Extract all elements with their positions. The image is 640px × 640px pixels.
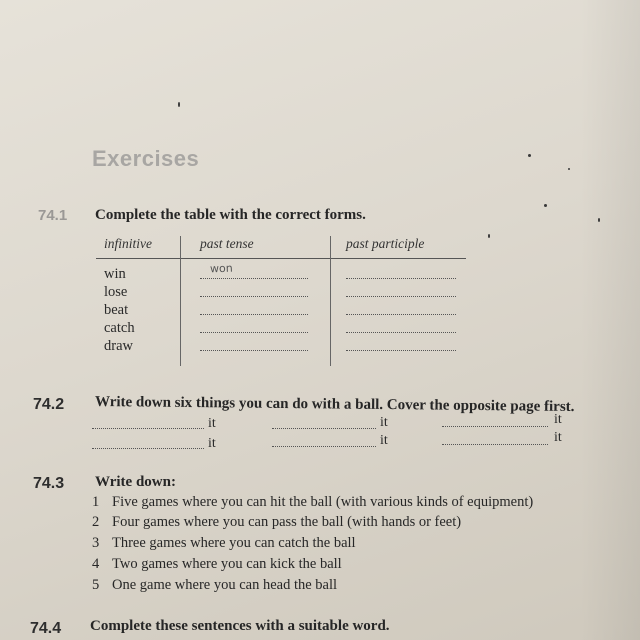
it-suffix: it (380, 433, 388, 448)
infinitive-cell: lose (104, 284, 128, 300)
infinitive-cell: win (104, 266, 126, 282)
section-heading: Exercises (92, 146, 200, 171)
table-column-divider (330, 236, 331, 366)
list-item-text: Two games where you can kick the ball (112, 556, 342, 572)
column-header-past-tense: past tense (200, 236, 254, 251)
past-tense-blank[interactable] (200, 350, 308, 351)
past-participle-blank[interactable] (346, 278, 456, 279)
past-tense-blank[interactable] (200, 332, 308, 333)
exercise-instruction: Write down six things you can do with a ball. Cover the opposite page first. (94, 394, 575, 416)
answer-blank[interactable] (272, 446, 376, 447)
past-tense-blank[interactable] (200, 296, 308, 297)
answer-blank[interactable] (442, 444, 548, 445)
it-suffix: it (554, 430, 562, 445)
list-item-number: 3 (92, 535, 100, 551)
exercise-instruction: Write down: (95, 474, 176, 490)
table-column-divider (180, 236, 181, 366)
past-participle-blank[interactable] (346, 332, 456, 333)
answer-blank[interactable] (272, 428, 376, 429)
past-participle-blank[interactable] (346, 350, 456, 351)
list-item-text: Four games where you can pass the ball (with hands or feet) (112, 514, 462, 530)
paper-speck (598, 218, 600, 222)
past-participle-blank[interactable] (346, 314, 456, 315)
list-item-number: 5 (92, 577, 100, 593)
list-item-text: One game where you can head the ball (112, 577, 338, 593)
past-tense-blank[interactable] (200, 314, 308, 315)
list-item-number: 2 (92, 514, 100, 530)
answer-blank[interactable] (92, 428, 204, 429)
list-item-text: Five games where you can hit the ball (with various kinds of equipment) (112, 494, 534, 510)
column-header-infinitive: infinitive (104, 236, 152, 251)
list-item (92, 494, 533, 511)
exercise-number: 74.1 (38, 207, 68, 224)
list-item-number: 1 (92, 494, 100, 510)
verb-forms-table (96, 236, 466, 368)
paper-speck (488, 234, 490, 238)
exercise-number: 74.3 (33, 475, 65, 492)
infinitive-cell: beat (104, 302, 129, 318)
paper-speck (178, 102, 180, 107)
handwritten-answer: won (209, 261, 233, 276)
it-suffix: it (554, 412, 562, 427)
past-tense-blank[interactable] (200, 278, 308, 279)
exercise-number: 74.4 (30, 620, 62, 637)
answer-blank[interactable] (442, 426, 548, 427)
infinitive-cell: catch (104, 320, 135, 336)
exercise-number: 74.2 (33, 396, 65, 413)
it-suffix: it (380, 415, 388, 430)
exercise-instruction: Complete the table with the correct forms. (95, 207, 366, 223)
list-item-text: Three games where you can catch the ball (112, 535, 356, 551)
paper-speck (568, 168, 570, 170)
column-header-past-participle: past participle (346, 236, 425, 251)
list-item (92, 556, 342, 573)
list-item (92, 577, 337, 594)
list-item (92, 514, 461, 531)
infinitive-cell: draw (104, 338, 133, 354)
it-suffix: it (208, 416, 216, 431)
table-header-rule (96, 258, 466, 259)
page-shadow (580, 0, 640, 640)
answer-blank[interactable] (92, 448, 204, 449)
exercise-instruction: Complete these sentences with a suitable word. (90, 618, 390, 634)
paper-speck (544, 204, 547, 207)
list-item (92, 535, 356, 552)
past-participle-blank[interactable] (346, 296, 456, 297)
it-suffix: it (208, 436, 216, 451)
list-item-number: 4 (92, 556, 100, 572)
paper-speck (528, 154, 531, 157)
